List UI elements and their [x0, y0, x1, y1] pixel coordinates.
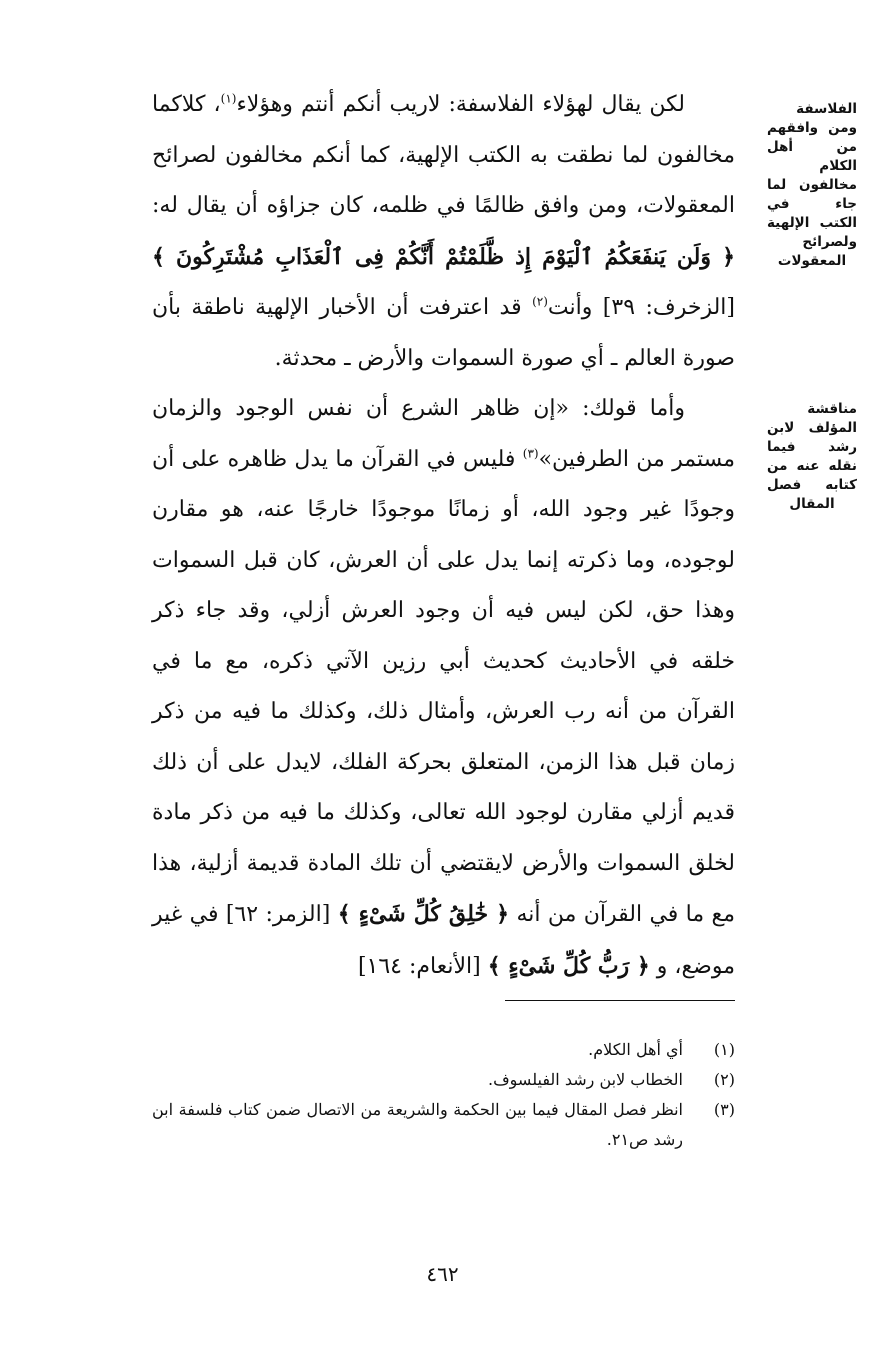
text-run: قد اعترفت أن الأخبار الإلهية ناطقة بأن صورة العالم ـ أي صورة السموات والأرض ـ محدثة.	[152, 295, 735, 371]
footnote-number: (٢)	[713, 1070, 735, 1089]
footnote-number: (٣)	[713, 1100, 735, 1119]
text-run: فليس في القرآن ما يدل ظاهره على أن وجودًا غير وجود الله، أو زمانًا موجودًا خارجًا عنه، هو مقارن لوجوده، وما ذكرته إنما يدل على أن العرش، كان قبل السموات وهذا حق، لكن ليس فيه أن وجود العرش أزلي، وقد جاء ذكر خلقه في الأحاديث كحديث أبي رزين الآتي ذكره، مع ما في القرآن من أنه رب العرش، وأمثال ذلك، وكذلك ما فيه من ذكر زمان قبل هذا الزمن، المتعلق بحركة الفلك، لايدل على أن ذلك قديم أزلي مقارن لوجود الله تعالى، وكذلك ما فيه من ذكر مادة لخلق السموات والأرض لايقتضي أن تلك المادة قديمة أزلية، هذا مع ما في القرآن من أنه	[152, 446, 736, 927]
main-text-body	[152, 80, 735, 992]
paragraph	[152, 80, 735, 384]
text-run: [الزمر: ٦٢] في غير موضع، و	[152, 902, 735, 979]
footnote-ref: (٢)	[532, 294, 548, 309]
text-run: وأما قولك: «إن ظاهر الشرع أن نفس الوجود والزمان مستمر من الطرفين»	[152, 396, 735, 472]
footnote-item	[152, 1035, 735, 1065]
footnote-item	[152, 1065, 735, 1095]
paragraph	[152, 384, 735, 992]
footnote-text: الخطاب لابن رشد الفيلسوف.	[487, 1070, 683, 1089]
footnote-ref: (٣)	[522, 446, 539, 461]
footnote-ref: (١)	[220, 91, 237, 106]
footnote-number: (١)	[713, 1040, 735, 1059]
page-number: ٤٦٢	[426, 1262, 459, 1286]
text-run: ، كلاكما مخالفون لما نطقت به الكتب الإلهية، كما أنكم مخالفون لصرائح المعقولات، ومن وافق ظالمًا في ظلمه، كان جزاؤه أن يقال له:	[152, 92, 735, 218]
footnote-item	[152, 1095, 735, 1155]
text-run: [الأنعام: ١٦٤]	[357, 953, 481, 979]
quran-verse: ﴿ وَلَن يَنفَعَكُمُ ٱلْيَوْمَ إِذ ظَّلَمْتُمْ أَنَّكُمْ فِى ٱلْعَذَابِ مُشْتَرِكُونَ ﴾	[152, 243, 735, 270]
footnotes	[152, 1035, 735, 1155]
margin-note-philosophers: الفلاسفة ومن وافقهم من أهل الكلام مخالفون لما جاء في الكتب الإلهية ولصرائح المعقولات	[767, 101, 857, 269]
quran-verse: ﴿ رَبُّ كُلِّ شَىْءٍ ﴾	[487, 952, 650, 979]
margin-note-ibn-rushd-discussion: مناقشة المؤلف لابن رشد فيما نقله عنه من كتابه فصل المقال	[767, 401, 857, 512]
text-run: [الزخرف: ٣٩] وأنت	[547, 295, 735, 320]
footnote-divider	[505, 1000, 735, 1001]
footnote-text: انظر فصل المقال فيما بين الحكمة والشريعة من الاتصال ضمن كتاب فلسفة ابن رشد ص٢١.	[152, 1100, 683, 1149]
footnote-text: أي أهل الكلام.	[588, 1040, 683, 1059]
text-run: لكن يقال لهؤلاء الفلاسفة: لاريب أنكم أنتم وهؤلاء	[236, 92, 685, 117]
quran-verse: ﴿ خَٰلِقُ كُلِّ شَىْءٍ ﴾	[337, 901, 510, 927]
